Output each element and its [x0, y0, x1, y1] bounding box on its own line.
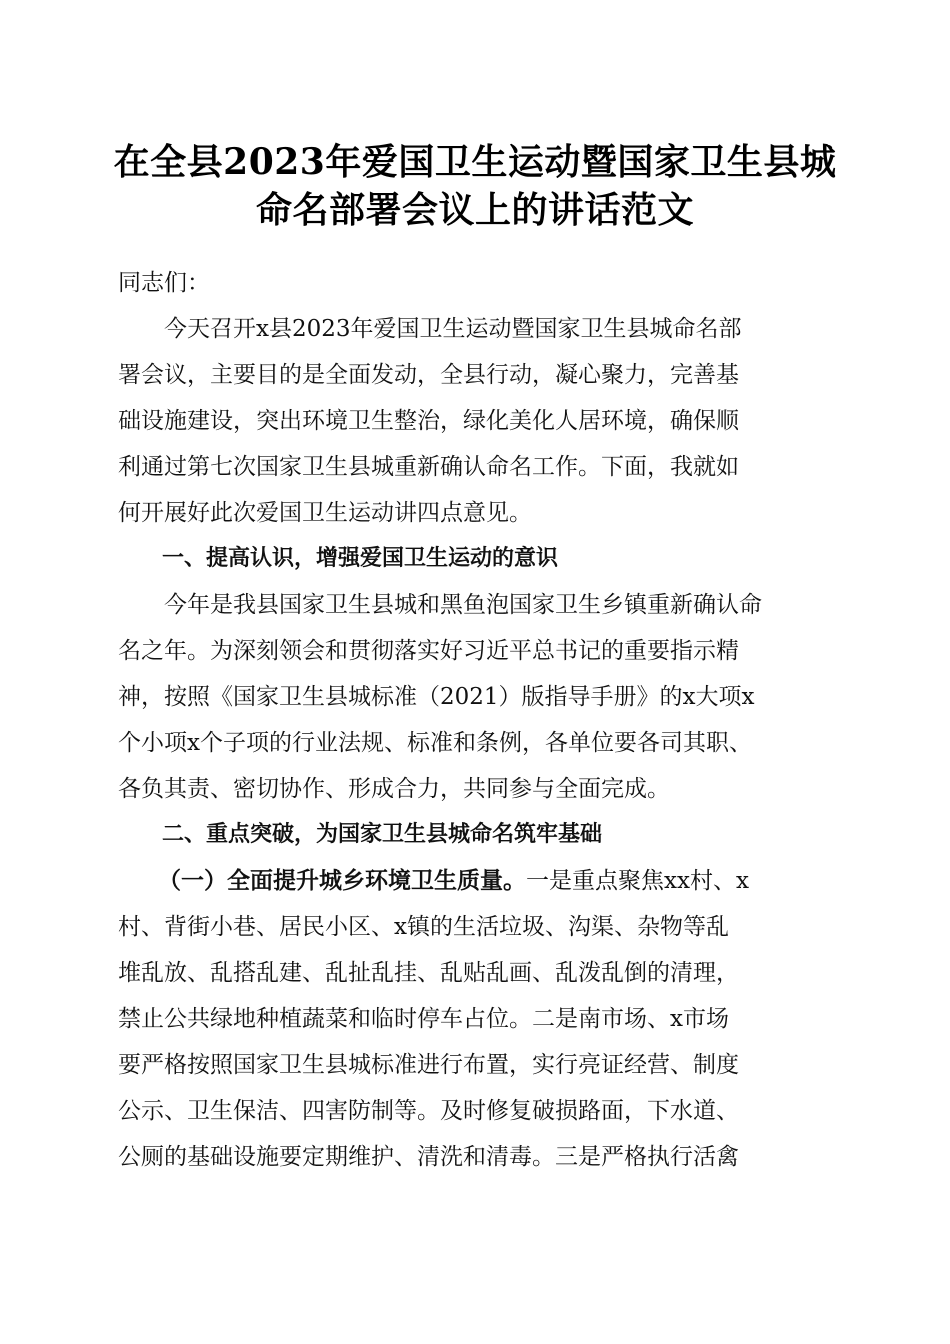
section-1-line: 个小项x个子项的行业法规、标准和条例，各单位要各司其职、 — [118, 730, 752, 756]
subsection-1-lead: （一）全面提升城乡环境卫生质量。 — [158, 867, 526, 894]
subsection-1-line: 要严格按照国家卫生县城标准进行布置，实行亮证经营、制度 — [118, 1052, 739, 1078]
salutation: 同志们： — [118, 270, 210, 296]
subsection-1-first-rest: 一是重点聚焦xx村、x — [526, 868, 749, 894]
section-1-line: 各负其责、密切协作、形成合力，共同参与全面完成。 — [118, 776, 670, 802]
section-1-line: 神，按照《国家卫生县城标准（2021）版指导手册》的x大项x — [118, 684, 755, 710]
intro-line: 利通过第七次国家卫生县城重新确认命名工作。下面，我就如 — [118, 454, 739, 480]
intro-line: 何开展好此次爱国卫生运动讲四点意见。 — [118, 500, 532, 526]
subsection-1-line: 公示、卫生保洁、四害防制等。及时修复破损路面，下水道、 — [118, 1098, 739, 1124]
subsection-1-line: 堆乱放、乱搭乱建、乱扯乱挂、乱贴乱画、乱泼乱倒的清理， — [118, 960, 739, 986]
section-1-line: 今年是我县国家卫生县城和黑鱼泡国家卫生乡镇重新确认命 — [164, 592, 762, 618]
document-title — [100, 138, 850, 234]
intro-line: 今天召开x县2023年爱国卫生运动暨国家卫生县城命名部 — [164, 316, 742, 342]
subsection-1-first-line — [118, 858, 830, 904]
title-line-1: 在全县2023年爱国卫生运动暨国家卫生县城 — [113, 141, 837, 183]
document-body — [118, 260, 830, 1180]
subsection-1-line: 公厕的基础设施要定期维护、清洗和清毒。三是严格执行活禽 — [118, 1144, 739, 1170]
intro-line: 础设施建设，突出环境卫生整治，绿化美化人居环境，确保顺 — [118, 408, 739, 434]
section-1-line: 名之年。为深刻领会和贯彻落实好习近平总书记的重要指示精 — [118, 638, 739, 664]
section-heading-1: 一、提高认识，增强爱国卫生运动的意识 — [162, 546, 559, 571]
title-line-2: 命名部署会议上的讲话范文 — [255, 189, 694, 231]
intro-line: 署会议，主要目的是全面发动，全县行动，凝心聚力，完善基 — [118, 362, 739, 388]
subsection-1-line: 禁止公共绿地种植蔬菜和临时停车占位。二是南市场、x市场 — [118, 1006, 729, 1032]
section-heading-2: 二、重点突破，为国家卫生县城命名筑牢基础 — [162, 822, 603, 847]
subsection-1-line: 村、背街小巷、居民小区、x镇的生活垃圾、沟渠、杂物等乱 — [118, 914, 729, 940]
